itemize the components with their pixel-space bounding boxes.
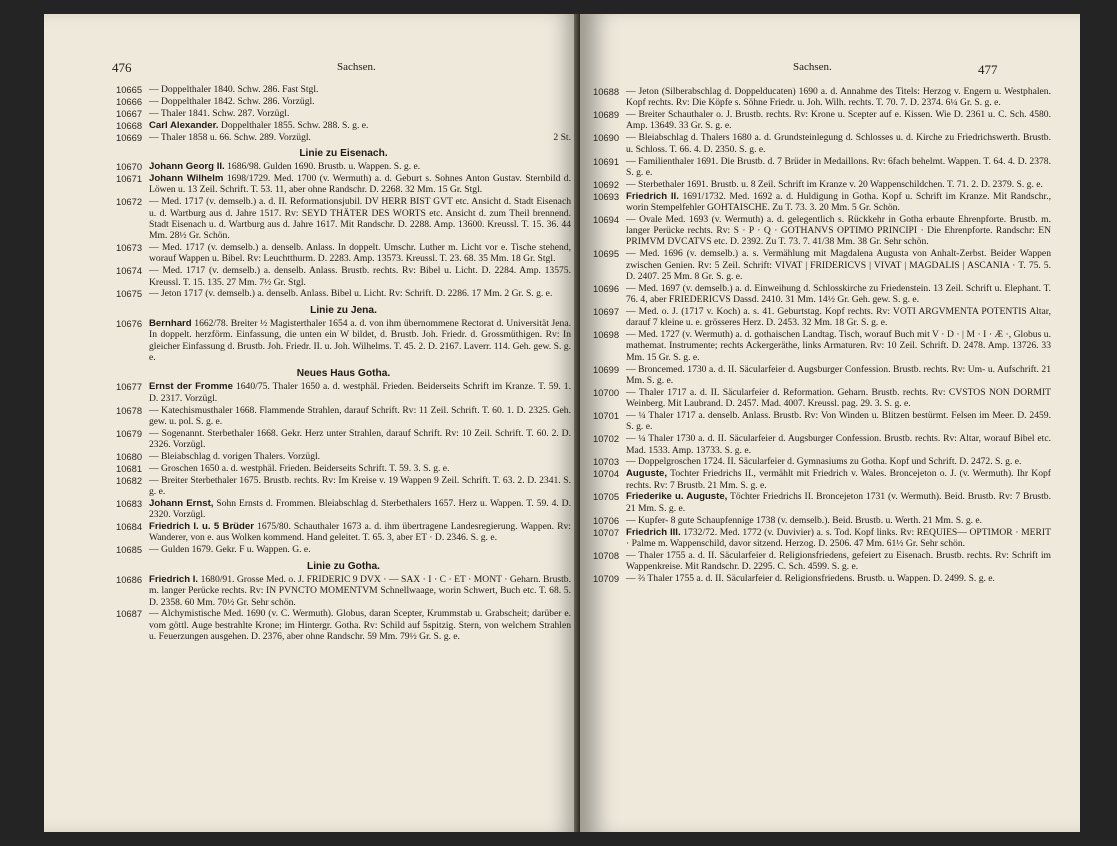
catalog-entry: [593, 156, 1051, 179]
entry-description: — Broncemed. 1730 a. d. II. Säcularfeier d. Augsburger Confession. Brustb. rechts. Rv: Um- u. Aufschrift. 21 Mm. S. g. e.: [626, 363, 1051, 386]
entry-text: [149, 451, 571, 462]
section-heading: Linie zu Jena.: [310, 304, 377, 316]
entry-description: — Jeton 1717 (v. demselb.) a. denselb. Anlass. Bibel u. Licht. Rv: Schrift. D. 2286. 17 Mm. 2 Gr. S. g. e.: [149, 288, 553, 300]
entry-number: 10687: [116, 608, 143, 620]
entry-description: — Bleiabschlag d. Thalers 1680 a. d. Grundsteinlegung d. Schlosses u. d. Kirche zu Friedrichswerth. Brustb. u. Schloss. T. 66. 4. D. 2350. S. g. e.: [626, 132, 1051, 155]
page-number: 476: [112, 60, 132, 75]
entry-text: [149, 475, 571, 498]
catalog-entry: [116, 521, 571, 544]
entry-text: [149, 265, 571, 288]
entry-text: [149, 132, 571, 143]
entry-description: — Sogenannt. Sterbethaler 1668. Gekr. Herz unter Strahlen, darauf Schrift. Rv: 10 Zeil. Schrift. T. 60. 2. D. 2326. Vorzügl.: [149, 427, 571, 451]
entry-text: [626, 456, 1051, 467]
entry-text: [626, 468, 1051, 491]
entry-number: 10677: [116, 381, 143, 393]
entry-text: [149, 574, 571, 608]
entry-description: — Alchymistische Med. 1690 (v. C. Wermuth). Globus, daran Scepter, Krummstab u. Grabscheit; darüber e. vom göttl. Auge bestrahlte Krone; im Hintergr. Gotha. Rv: Schild auf 5spitzig. Stern, von welchem Strahlen u. Feuerzungen ausgehen. D. 2376, aber ohne Randschr. 59 Mm. 79½ Gr. S. g. e.: [149, 608, 571, 643]
catalog-entry: [593, 109, 1051, 132]
catalog-entry: [116, 108, 571, 119]
catalog-entry: [593, 248, 1051, 282]
section-heading: Neues Haus Gotha.: [296, 368, 391, 380]
entry-number: 10695: [593, 248, 620, 260]
entry-description: — Med. 1717 (v. demselb.) a. denselb. Anlass. Brustb. rechts. Rv: Bibel u. Licht. D. 2284. Amp. 13575. Kreussl. T. 15. 135. 27 Mm. 7½ Gr. Stgl.: [149, 265, 571, 288]
entry-description: 1680/91. Grosse Med. o. J. FRIDERIC 9 DVX · — SAX · I · C · ET · MONT · Geharn. Brustb. m. langer Perücke rechts. Rv: IN PVNCTO MOMENTVM Schnellwaage, worin Schwert, Buch etc. T. 68. 5. D. 2358. 60 Mm. 70½ Gr. Sehr schön.: [149, 573, 571, 608]
entry-number: 10709: [593, 572, 620, 584]
entry-text: [626, 248, 1051, 282]
entry-text: [149, 405, 571, 428]
entry-description: 1732/72. Med. 1772 (v. Duvivier) a. s. Tod. Kopf links. Rv: REQUIES— OPTIMOR · MERIT · Palme m. Wappenschild, davor sitzend. Herzog. D. 2506. 47 Mm. 61½ Gr. Sehr schön.: [626, 526, 1051, 549]
catalog-entry: [116, 161, 571, 172]
catalog-entry: [116, 120, 571, 131]
ruler-name: Friedrich I.: [149, 573, 199, 585]
entry-description: — ¼ Thaler 1730 a. d. II. Säcularfeier d. Augsburger Confession. Brustb. rechts. Rv: Altar, worauf Bibel etc. Mad. 1533. Amp. 13733. S. g. e.: [626, 433, 1051, 456]
ruler-name: Auguste,: [626, 468, 668, 480]
entry-number: 10692: [593, 178, 620, 190]
entry-text: [626, 214, 1051, 248]
entry-text: [149, 521, 571, 544]
entry-description: Sohn Ernsts d. Frommen. Bleiabschlag d. Sterbethalers 1657. Herz u. Wappen. T. 59. 4. D. 2320. Vorzügl.: [149, 498, 571, 521]
entry-number: 10666: [116, 95, 143, 107]
entry-text: [626, 364, 1051, 387]
catalog-entry: [116, 84, 571, 95]
ruler-name: Ernst der Fromme: [149, 381, 233, 393]
entry-description: — ¼ Thaler 1717 a. denselb. Anlass. Brustb. Rv: Von Winden u. Blitzen bestürmt. Felsen im Meer. D. 2459. S. g. e.: [626, 410, 1051, 433]
entry-text: [626, 306, 1051, 329]
entry-description: — Familienthaler 1691. Die Brustb. d. 7 Brüder in Medaillons. Rv: 6fach behelmt. Wappen. T. 64. 4. D. 2378. S. g. e.: [626, 155, 1051, 178]
entry-text: [149, 498, 571, 521]
entry-text: [149, 428, 571, 451]
ruler-name: Friedrich II.: [626, 190, 679, 202]
catalog-entry: [593, 491, 1051, 514]
catalog-entry: [116, 405, 571, 428]
catalog-entry: [593, 550, 1051, 573]
entry-description: 1662/78. Breiter ½ Magisterthaler 1654 a. d. von ihm übernommene Rectorat d. Universität Jena. In doppelt. herzförm. Einfassung, die unten ein W bildet, d. Brustb. Joh. Friedr. d. Grossmüthigen. Rv: In gleicher Einfassung d. Brustb. Joh. Friedr. II. u. Joh. Wilhelms. T. 45. 2. D. 2167. Laverr. 114. Geh. gew. S. g. e.: [149, 317, 571, 363]
entry-description: — Jeton (Silberabschlag d. Doppelducaten) 1690 a. d. Annahme des Titels: Herzog v. Engern u. Westphalen. Kopf rechts. Rv: Die Köpfe s. Söhne Friedr. u. Joh. Wilh. rechts. T. 70. 7. D. 2374. 6¼ Gr. S. g. e.: [626, 86, 1051, 109]
entry-text: [149, 318, 571, 363]
entry-number: 10667: [116, 107, 143, 119]
entry-number: 10665: [116, 84, 143, 95]
entry-number: 10678: [116, 404, 143, 416]
running-head: Sachsen.: [793, 61, 832, 73]
entry-text: [149, 288, 571, 299]
entry-number: 10680: [116, 451, 143, 463]
entry-description: — Ovale Med. 1693 (v. Wermuth) a. d. gelegentlich s. Rückkehr in Gotha erbaute Ehrenpforte. Brustb. m. langer Perücke rechts. Rv: S · P · Q · GOTHANVS OPTIMO PRINCIPI · Die Ehrenpforte. Randschr: EN PRIMVM DVCATVS etc. D. 2392. Zu T. 73. 7. 41/38 Mm. 38 Gr. Sehr schön.: [626, 213, 1051, 248]
left-page: [44, 14, 584, 832]
entry-text: [149, 463, 571, 474]
entry-text: [626, 515, 1051, 526]
entry-description: — Gulden 1679. Gekr. F u. Wappen. G. e.: [149, 544, 311, 556]
entry-number: 10679: [116, 427, 143, 439]
entry-description: — Katechismusthaler 1668. Flammende Strahlen, darauf Schrift. Rv: 11 Zeil. Schrift. T. 60. 1. D. 2325. Geh. gew. u. pol. S. g. e.: [149, 404, 571, 427]
entry-number: 10699: [593, 363, 620, 375]
entry-number: 10686: [116, 573, 143, 585]
ruler-name: Johann Ernst,: [149, 498, 214, 509]
entry-number: 10684: [116, 521, 143, 533]
entry-number: 10702: [593, 433, 620, 445]
entry-number: 10701: [593, 410, 620, 422]
entry-text: [149, 381, 571, 404]
entry-text: [149, 120, 571, 131]
entry-text: [626, 179, 1051, 190]
entry-number: 10698: [593, 329, 620, 341]
entry-number: 10672: [116, 196, 143, 208]
catalog-entry: [593, 329, 1051, 363]
entry-description: — Thaler 1755 a. d. II. Säcularfeier d. Religionsfriedens, gefeiert zu Eisenach. Brustb. rechts. Rv: Schrift im Wappenkreise. Mit Randschr. D. 2295. C. Sch. 4599. S. g. e.: [626, 549, 1051, 573]
entry-number: 10693: [593, 190, 620, 202]
entry-text: [149, 196, 571, 241]
entry-number: 10673: [116, 242, 143, 254]
entry-description: — Doppelthaler 1840. Schw. 286. Fast Stgl.: [149, 84, 319, 95]
catalog-entry: [593, 306, 1051, 329]
entry-text: [626, 132, 1051, 155]
section-heading: Linie zu Eisenach.: [299, 147, 388, 159]
entry-text: [626, 527, 1051, 550]
entry-text: [626, 387, 1051, 410]
catalog-entry: [593, 387, 1051, 410]
entry-description: — Sterbethaler 1691. Brustb. u. 8 Zeil. Schrift im Kranze v. 20 Wappenschildchen. T. 71. 2. D. 2379. S. g. e.: [626, 178, 1043, 190]
entry-number: 10691: [593, 155, 620, 167]
entry-text: [626, 156, 1051, 179]
entry-text: [626, 550, 1051, 573]
catalog-entry: [116, 132, 571, 143]
entry-number: 10685: [116, 544, 143, 556]
catalog-entry: [116, 196, 571, 241]
catalog-entry: [116, 173, 571, 196]
entry-number: 10681: [116, 462, 143, 474]
catalog-entry: [116, 451, 571, 462]
entry-number: 10688: [593, 86, 620, 97]
entry-description: — Med. 1696 (v. demselb.) a. s. Vermählung mit Magdalena Augusta von Anhalt-Zerbst. Beider Wappen zwischen Genien. Rv: 5 Zeil. Schrift: VIVAT | FRIDERICVS | VIVAT | MAGDALIS | ASCANIA · T. 75. 5. D. 2407. 25 Mm. 8 Gr. S. g. e.: [626, 248, 1051, 282]
entry-description: — ⅔ Thaler 1755 a. d. II. Säcularfeier d. Religionsfriedens. Brustb. u. Wappen. D. 2499. S. g. e.: [626, 572, 995, 584]
entry-number: 10674: [116, 265, 143, 277]
entry-number: 10671: [116, 173, 143, 185]
ruler-name: Johann Georg II.: [149, 161, 225, 173]
entry-description: 1691/1732. Med. 1692 a. d. Huldigung in Gotha. Kopf u. Schrift im Kranze. Mit Randschr., worin Stempelfehler GOHTAISCHE. Zu T. 73. 3. 20 Mm. 5 Gr. Schön.: [626, 190, 1051, 213]
entry-text: [149, 108, 571, 119]
right-column: [593, 86, 1051, 585]
entry-number: 10705: [593, 491, 620, 503]
entry-description: — Med. 1697 (v. demselb.) a. d. Einweihung d. Schlosskirche zu Friedenstein. 13 Zeil. Schrift u. Elephant. T. 76. 4, aber FRIEDERICVS Dassd. 2410. 31 Mm. 14½ Gr. Geh. gew. S. g. e.: [626, 282, 1051, 306]
entry-description: — Med. 1717 (v. demselb.) a. d. II. Reformationsjubil. DV HERR BIST GVT etc. Ansicht d. Stadt Eisenach u. d. Wartburg aus d. Jahre 1517. Rv: SEYD THÄTER DES WORTS etc. Ansicht d. zum Theil brennend. Stadt Eisenach u. d. Wartburg aus d. Jahre 1617. Mit Randschr. D. 2288. Amp. 13600. Kreussl. T. 15. 36. 44 Mm. 28½ Gr. Schön.: [149, 196, 571, 242]
section-heading: Linie zu Gotha.: [306, 560, 380, 572]
catalog-entry: [116, 574, 571, 608]
catalog-entry: [593, 456, 1051, 467]
entry-text: [149, 242, 571, 265]
entry-description: 1698/1729. Med. 1700 (v. Wermuth) a. d. Geburt s. Sohnes Anton Gustav. Sternbild d. Löwen u. 13 Zeil. Schrift. T. 53. 11, aber ohne Randschr. D. 2268. 32 Mm. 15 Gr. Stgl.: [149, 173, 571, 196]
catalog-entry: [593, 515, 1051, 526]
catalog-entry: [593, 573, 1051, 584]
entry-description: — Med. o. J. (1717 v. Koch) a. s. 41. Geburtstag. Kopf rechts. Rv: VOTI ARGVMENTA POTENTIS Altar, darauf 7 kleine u. e. grösseres Herz. D. 2453. 32 Mm. 18 Gr. S. g. e.: [626, 305, 1051, 329]
entry-number: 10670: [116, 161, 143, 173]
ruler-name: Friedrich III.: [626, 526, 681, 538]
entry-number: 10700: [593, 386, 620, 398]
catalog-entry: [593, 527, 1051, 550]
catalog-entry: [593, 214, 1051, 248]
entry-description: — Kupfer- 8 gute Schaupfennige 1738 (v. demselb.). Beid. Brustb. u. Werth. 21 Mm. S. g. e.: [626, 514, 983, 526]
entry-text: [626, 410, 1051, 433]
catalog-entry: [593, 86, 1051, 109]
entry-description: — Med. 1727 (v. Wermuth) a. d. gothaischen Landtag. Tisch, worauf Buch mit V · D · | M · I · Æ ·, Globus u. mathemat. Instrumente; rechts Ackergeräthe, links Armaturen. Rv: 10 Zeil. Schrift. D. 2478. Amp. 13726. 33 Mm. 15 Gr. S. g. e.: [626, 329, 1051, 363]
entry-text: [149, 96, 571, 107]
ruler-name: Friedrich I. u. 5 Brüder: [149, 521, 254, 533]
entry-text: [149, 161, 571, 172]
entry-number: 10690: [593, 132, 620, 144]
entry-description: — Bleiabschlag d. vorigen Thalers. Vorzügl.: [149, 451, 321, 463]
catalog-entry: [116, 381, 571, 404]
entry-text: [626, 86, 1051, 109]
entry-text: [149, 84, 571, 95]
entry-description: — Med. 1717 (v. demselb.) a. denselb. Anlass. In doppelt. Umschr. Luther m. Licht vor e. Tische stehend, worauf Wappen u. Bibel. Rv: Leuchtthurm. D. 2283. Amp. 13573. Kreussl. T. 23. 68. 35 Mm. 18 Gr. Stgl.: [149, 242, 571, 265]
catalog-entry: [116, 288, 571, 299]
entry-number: 10703: [593, 456, 620, 468]
running-head: Sachsen.: [337, 61, 376, 73]
catalog-entry: [116, 463, 571, 474]
catalog-entry: [593, 191, 1051, 214]
entry-note: 2 St.: [553, 131, 571, 143]
entry-number: 10694: [593, 213, 620, 225]
entry-text: [149, 544, 571, 555]
catalog-entry: [593, 283, 1051, 306]
entry-number: 10707: [593, 526, 620, 538]
catalog-entry: [116, 544, 571, 555]
ruler-name: Friederike u. Auguste,: [626, 491, 728, 503]
catalog-entry: [593, 468, 1051, 491]
entry-description: Doppelthaler 1855. Schw. 288. S. g. e.: [218, 119, 369, 131]
entry-number: 10682: [116, 474, 143, 486]
entry-description: — Thaler 1717 a. d. II. Säcularfeier d. Reformation. Geharn. Brustb. rechts. Rv: CVSTOS NON DORMIT Weinberg. Mit Laubrand. D. 2457. Mad. 4007. Kreussl. pag. 29. 3. S. g. e.: [626, 386, 1051, 410]
entry-description: — Breiter Sterbethaler 1675. Brustb. rechts. Rv: Im Kreise v. 19 Wappen 9 Zeil. Schrift. T. 63. 2. D. 2341. S. g. e.: [149, 474, 571, 498]
entry-text: [626, 329, 1051, 363]
catalog-entry: [116, 242, 571, 265]
entry-number: 10683: [116, 498, 143, 509]
entry-description: — Breiter Schauthaler o. J. Brustb. rechts. Rv: Krone u. Scepter auf e. Kissen. Wie D. 2361 u. C. Sch. 4580. Amp. 13649. 33 Gr. S. g. e.: [626, 109, 1051, 132]
entry-text: [149, 173, 571, 196]
ruler-name: Carl Alexander.: [149, 119, 219, 131]
entry-text: [626, 283, 1051, 306]
catalog-entry: [593, 364, 1051, 387]
entry-description: Tochter Friedrichs II., vermählt mit Friedrich v. Wales. Broncejeton o. J. (v. Wermuth). Ihr Kopf rechts. Rv: 7 Brustb. 21 Mm. S. g. e.: [626, 468, 1051, 491]
entry-number: 10706: [593, 514, 620, 526]
entry-number: 10675: [116, 288, 143, 300]
catalog-entry: [593, 433, 1051, 456]
entry-number: 10668: [116, 119, 143, 131]
catalog-entry: [593, 179, 1051, 190]
entry-text: [626, 191, 1051, 214]
entry-number: 10696: [593, 282, 620, 294]
entry-number: 10689: [593, 109, 620, 121]
entry-description: — Thaler 1858 u. 66. Schw. 289. Vorzügl.: [149, 131, 311, 143]
catalog-entry: [116, 318, 571, 363]
entry-number: 10708: [593, 549, 620, 561]
right-page: [580, 14, 1080, 832]
entry-number: 10676: [116, 317, 143, 329]
entry-number: 10669: [116, 131, 143, 143]
entry-text: [626, 109, 1051, 132]
catalog-entry: [116, 608, 571, 642]
entry-text: [626, 573, 1051, 584]
catalog-entry: [116, 265, 571, 288]
entry-number: 10704: [593, 468, 620, 480]
ruler-name: Bernhard: [149, 317, 192, 329]
entry-number: 10697: [593, 305, 620, 317]
entry-text: [626, 491, 1051, 514]
left-column: [116, 84, 571, 643]
page-number: 477: [978, 62, 998, 77]
entry-text: [149, 608, 571, 642]
catalog-entry: [593, 132, 1051, 155]
catalog-entry: [116, 96, 571, 107]
entry-description: 1640/75. Thaler 1650 a. d. westphäl. Frieden. Beiderseits Schrift im Kranze. T. 59. 1. D. 2317. Vorzügl.: [149, 381, 571, 404]
catalog-entry: [116, 428, 571, 451]
entry-description: 1675/80. Schauthaler 1673 a. d. ihm übertragene Landesregierung. Wappen. Rv: Wanderer, von e. aus Wolken kommend. Hand geleitet. T. 65. 3, aber ET · D. 2346. S. g. e.: [149, 521, 571, 544]
catalog-entry: [116, 475, 571, 498]
entry-text: [626, 433, 1051, 456]
entry-description: Töchter Friedrichs II. Broncejeton 1731 (v. Wermuth). Beid. Brustb. Rv: 7 Brustb. 21 Mm. S. g. e.: [626, 491, 1051, 514]
entry-description: 1686/98. Gulden 1690. Brustb. u. Wappen. S. g. e.: [224, 161, 421, 173]
entry-description: — Doppelthaler 1842. Schw. 286. Vorzügl.: [149, 95, 315, 107]
entry-description: — Groschen 1650 a. d. westphäl. Frieden. Beiderseits Schrift. T. 59. 3. S. g. e.: [149, 462, 450, 474]
ruler-name: Johann Wilhelm: [149, 173, 224, 185]
catalog-entry: [116, 498, 571, 521]
catalog-entry: [593, 410, 1051, 433]
entry-description: — Thaler 1841. Schw. 287. Vorzügl.: [149, 107, 290, 119]
entry-description: — Doppelgroschen 1724. II. Säcularfeier d. Gymnasiums zu Gotha. Kopf und Schrift. D. 2472. S. g. e.: [626, 456, 1022, 468]
